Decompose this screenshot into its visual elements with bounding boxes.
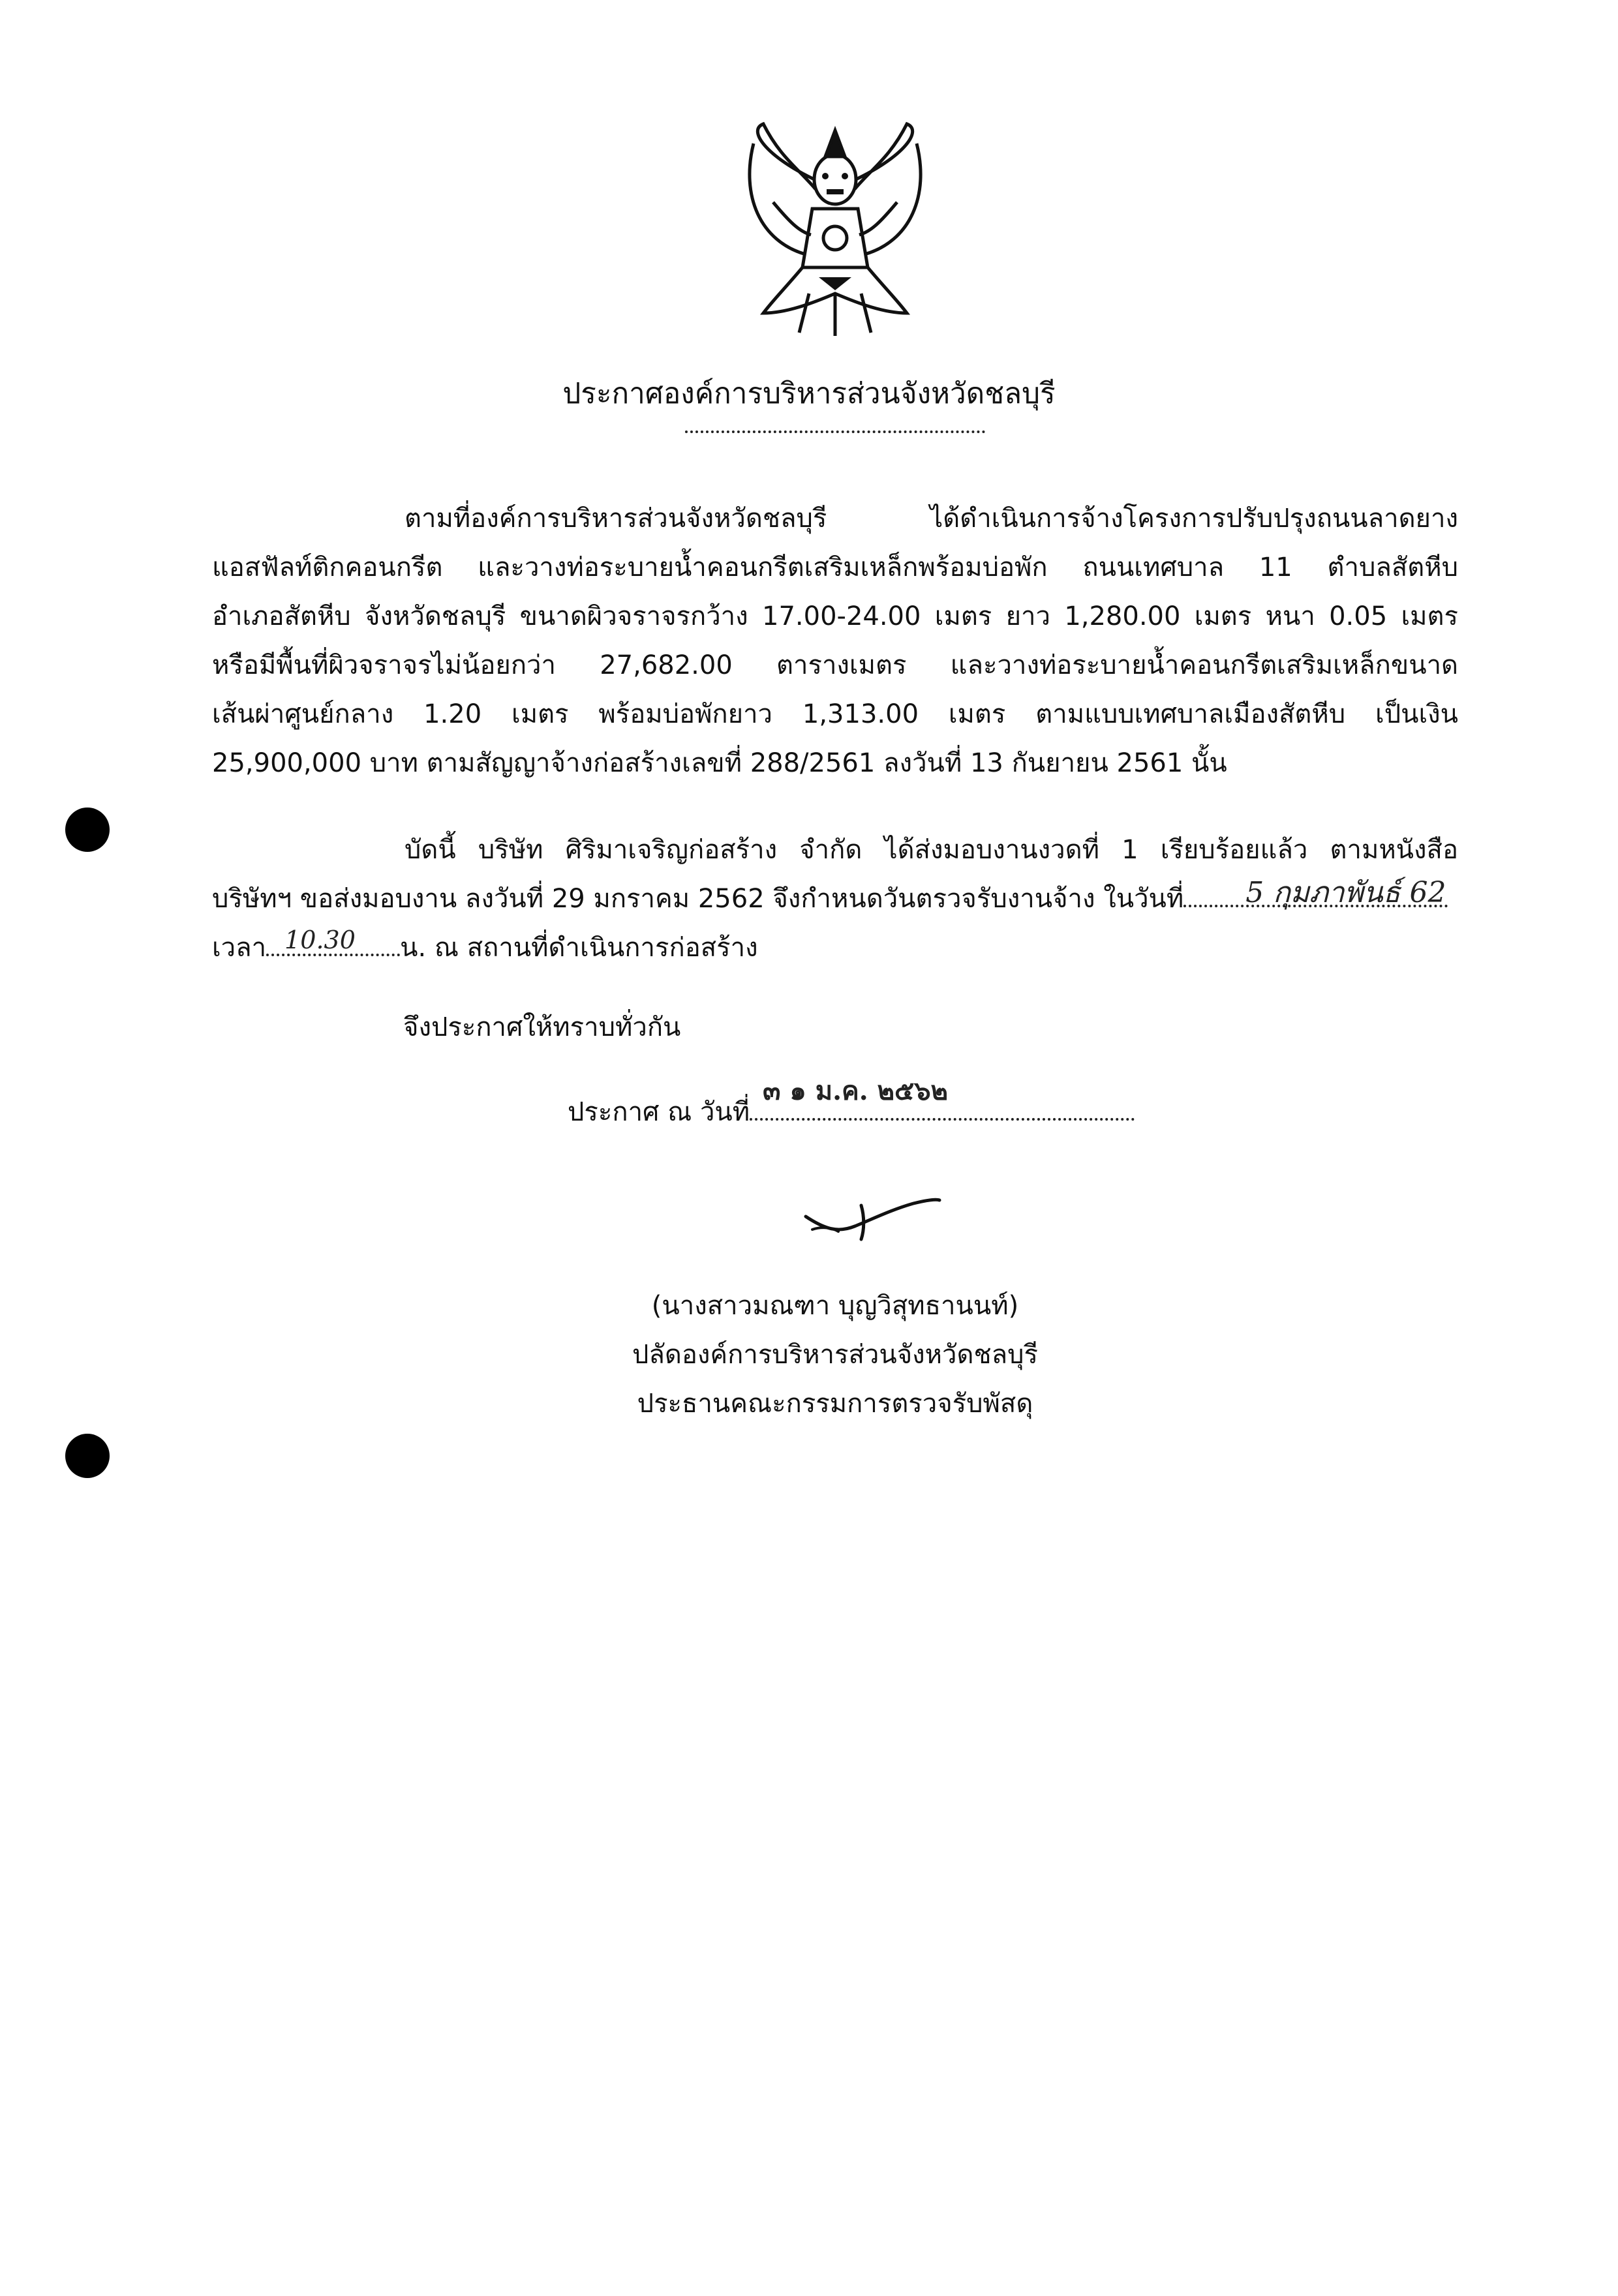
paragraph1-line: 25,900,000 บาท ตามสัญญาจ้างก่อสร้างเลขที่ 288/2561 ลงวันที่ 13 กันยายน 2561 นั้น xyxy=(212,748,1227,778)
signatory-committee-role: ประธานคณะกรรมการตรวจรับพัสดุ xyxy=(637,1389,1033,1419)
handwritten-signature xyxy=(799,1181,949,1252)
paragraph2-line xyxy=(212,924,1458,973)
handwritten-time: 10.30 xyxy=(284,926,356,954)
dated-label: ประกาศ ณ วันที่ xyxy=(568,1097,750,1127)
handwritten-announce-date: ๓ ๑ ม.ค. ๒๕๖๒ xyxy=(763,1076,949,1106)
paragraph2-line2-text: บริษัทฯ ขอส่งมอบงาน ลงวันที่ 29 มกราคม 2562 จึงกำหนดวันตรวจรับงานจ้าง ในวันที่ xyxy=(212,884,1184,914)
announcement-date-line xyxy=(568,1076,1135,1132)
handwritten-inspection-date: 5 กุมภาพันธ์ 62 xyxy=(1245,876,1446,909)
garuda-emblem-icon xyxy=(727,117,943,346)
paragraph1-line: แอสฟัลท์ติกคอนกรีต และวางท่อระบายน้ำคอนกรีตเสริมเหล็กพร้อมบ่อพัก ถนนเทศบาล 11 ตำบลสัตหีบ xyxy=(212,552,1458,582)
paragraph1-line: ตามที่องค์การบริหารส่วนจังหวัดชลบุรี ได้ดำเนินการจ้างโครงการปรับปรุงถนนลาดยาง xyxy=(404,504,1458,534)
inspection-time-field xyxy=(266,926,400,956)
signatory-name: (นางสาวมณฑา บุญวิสุทธานนท์) xyxy=(651,1291,1019,1321)
paragraph1-line: หรือมีพื้นที่ผิวจราจรไม่น้อยกว่า 27,682.00 ตารางเมตร และวางท่อระบายน้ำคอนกรีตเสริมเหล็กขนาด xyxy=(212,650,1458,680)
paragraph-project-details xyxy=(212,494,1458,788)
time-label: เวลา xyxy=(212,933,267,963)
paragraph2-line xyxy=(212,875,1458,924)
inspection-date-field xyxy=(1183,876,1448,909)
paragraph-inspection-schedule xyxy=(212,826,1458,973)
announcement-date-field xyxy=(750,1076,1135,1121)
paragraph2-line: บัดนี้ บริษัท ศิริมาเจริญก่อสร้าง จำกัด ได้ส่งมอบงานงวดที่ 1 เรียบร้อยแล้ว ตามหนังสือ xyxy=(404,835,1458,865)
announcement-title: ประกาศองค์การบริหารส่วนจังหวัดชลบุรี xyxy=(562,377,1056,410)
punch-hole xyxy=(65,1434,110,1478)
paragraph1-line: อำเภอสัตหีบ จังหวัดชลบุรี ขนาดผิวจราจรกว้าง 17.00-24.00 เมตร ยาว 1,280.00 เมตร หนา 0.05 เมตร xyxy=(212,601,1458,631)
title-dotted-rule xyxy=(685,430,985,433)
paragraph1-line: เส้นผ่าศูนย์กลาง 1.20 เมตร พร้อมบ่อพักยาว 1,313.00 เมตร ตามแบบเทศบาลเมืองสัตหีบ เป็นเงิน xyxy=(212,699,1458,729)
signatory-position: ปลัดองค์การบริหารส่วนจังหวัดชลบุรี xyxy=(632,1340,1039,1370)
closing-statement: จึงประกาศให้ทราบทั่วกัน xyxy=(403,1012,681,1042)
paragraph2-line3-suffix: น. ณ สถานที่ดำเนินการก่อสร้าง xyxy=(400,933,758,963)
punch-hole xyxy=(65,808,110,852)
